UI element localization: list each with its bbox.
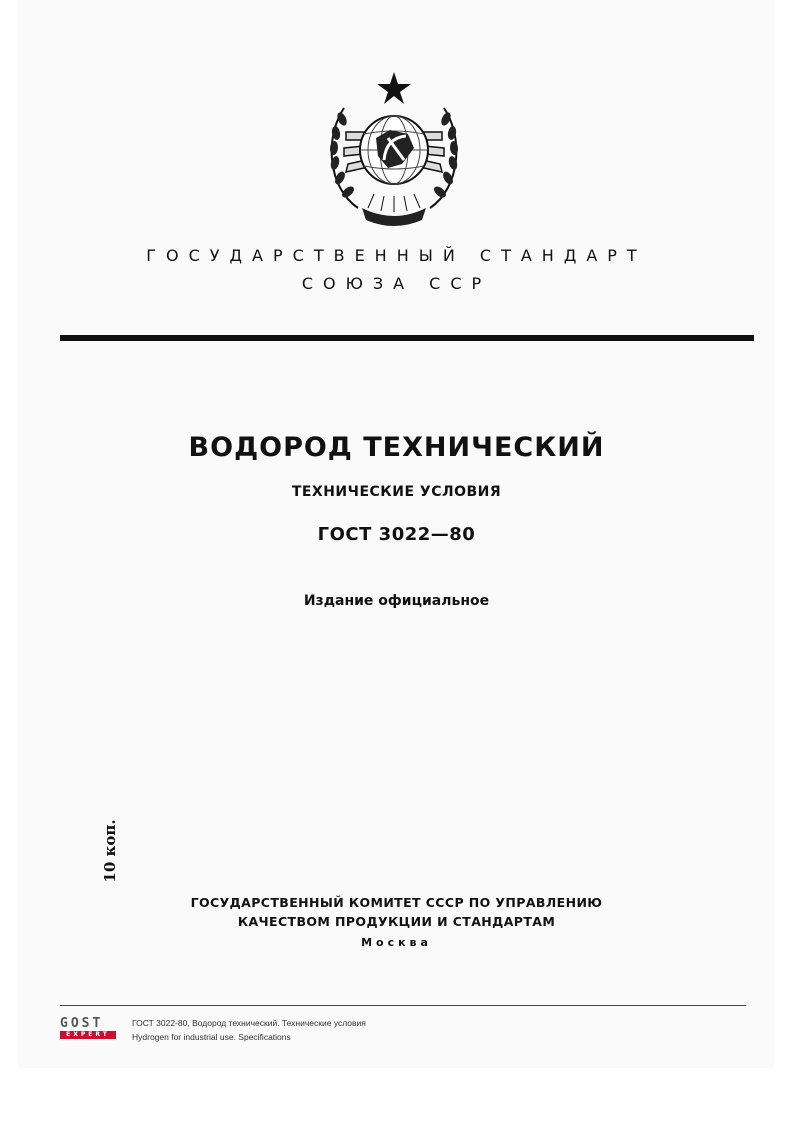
- publisher-line-2: КАЧЕСТВОМ ПРОДУКЦИИ И СТАНДАРТАМ: [237, 914, 556, 929]
- publisher-line-1: ГОСУДАРСТВЕННЫЙ КОМИТЕТ СССР ПО УПРАВЛЕНИЮ: [190, 895, 603, 910]
- document-title: ВОДОРОД ТЕХНИЧЕСКИЙ: [188, 432, 605, 463]
- footer-title-ru: ГОСТ 3022-80, Водород технический. Технические условия: [132, 1018, 366, 1028]
- standard-subheader: СОЮЗА ССР: [301, 274, 492, 293]
- price-label: 10 коп.: [101, 819, 119, 883]
- edition-label: Издание официальное: [303, 593, 490, 609]
- ussr-coat-of-arms-icon: [318, 68, 470, 228]
- logo-bottom-text: EXPERT: [60, 1031, 116, 1039]
- footer-divider: [60, 1005, 746, 1006]
- standard-number: ГОСТ 3022—80: [317, 524, 476, 545]
- footer-title-en: Hydrogen for industrial use. Specifications: [132, 1032, 291, 1042]
- publisher-city: Москва: [361, 936, 432, 949]
- standard-header: ГОСУДАРСТВЕННЫЙ СТАНДАРТ: [146, 246, 647, 265]
- logo-top-text: GOST: [60, 1016, 104, 1031]
- gost-expert-logo[interactable]: [60, 1017, 116, 1041]
- horizontal-rule: [60, 335, 754, 341]
- document-subtitle: ТЕХНИЧЕСКИЕ УСЛОВИЯ: [291, 484, 502, 500]
